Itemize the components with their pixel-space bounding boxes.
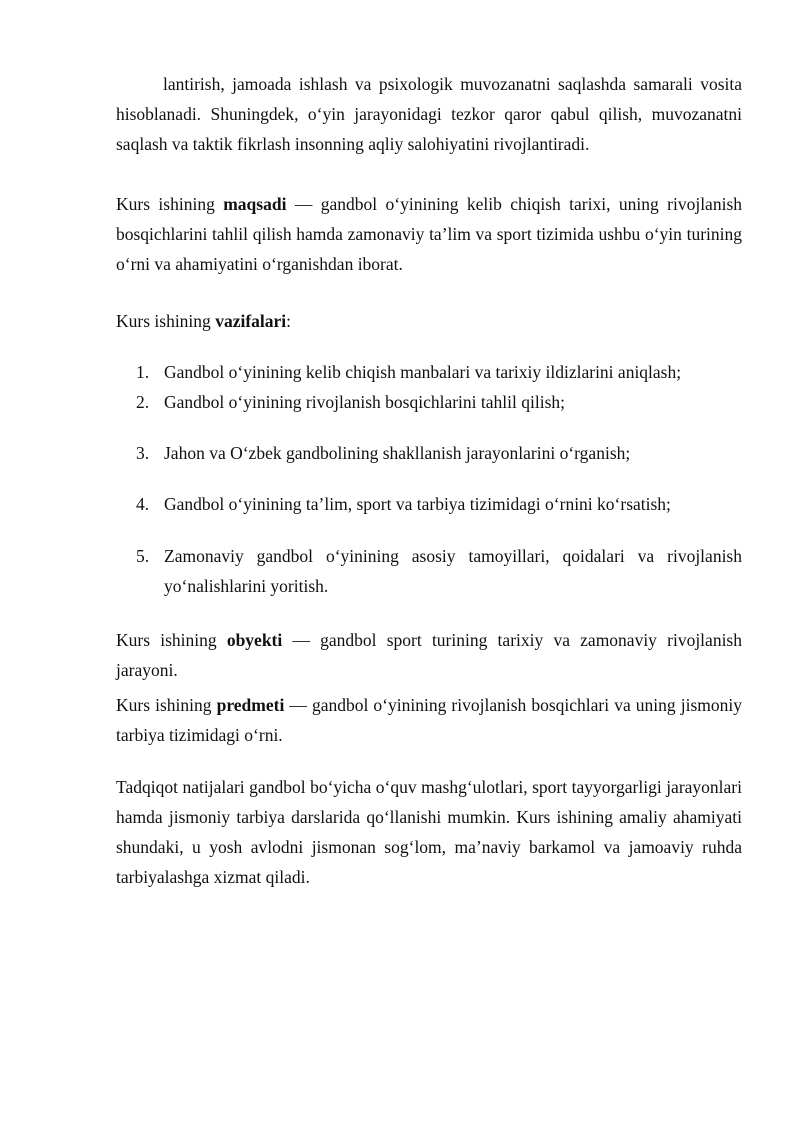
task-text: Zamonaviy gandbol o‘yinining asosiy tamoyillari, qoidalari va rivojlanish yo‘nalishlarini yoritish. — [164, 546, 742, 596]
task-text: Gandbol o‘yinining rivojlanish bosqichlarini tahlil qilish; — [164, 392, 566, 412]
goal-text: — gandbol o‘yinining kelib chiqish tarixi, uning rivojlanish bosqichlarini tahlil qilish hamda zamonaviy ta’lim va sport tizimida ushbu o‘yin turining o‘rni va ahamiyatini o‘rganishdan iborat. — [116, 194, 742, 274]
subject-prefix: Kurs ishining — [116, 695, 217, 715]
task-item-5 — [136, 541, 742, 601]
task-item-3 — [136, 438, 742, 468]
task-number: 2. — [136, 392, 150, 412]
intro-paragraph: lantirish, jamoada ishlash va psixologik muvozanatni saqlashda samarali vosita hisoblanadi. Shuningdek, o‘yin jarayonidagi tezkor qaror qabul qilish, muvozanatni saqlash va taktik fikrlash insonning aqliy salohiyatini rivojlantiradi. — [116, 74, 742, 154]
object-label: obyekti — [226, 630, 283, 650]
task-number: 3. — [136, 443, 150, 463]
task-item-4 — [136, 489, 742, 519]
object-paragraph — [116, 625, 742, 685]
results-paragraph: Tadqiqot natijalari gandbol bo‘yicha o‘quv mashg‘ulotlari, sport tayyorgarligi jarayonlari hamda jismoniy tarbiya darslarida qo‘llanishi mumkin. Kurs ishining amaliy ahamiyati shundaki, u yosh avlodni jismonan sog‘lom, ma’naviy barkamol va jamoaviy ruhda tarbiyalashga xizmat qiladi. — [116, 777, 742, 887]
subject-paragraph — [116, 690, 742, 750]
goal-label: maqsadi — [223, 194, 287, 214]
goal-prefix: Kurs ishining — [116, 194, 224, 214]
tasks-colon: : — [286, 311, 292, 331]
task-number: 4. — [136, 494, 150, 514]
task-number: 5. — [136, 546, 150, 566]
subject-text: — gandbol o‘yinining rivojlanish bosqichlari va uning jismoniy tarbiya tizimidagi o‘rni. — [116, 695, 742, 745]
task-number: 1. — [136, 362, 150, 382]
task-item-2 — [136, 387, 742, 417]
subject-label: predmeti — [216, 695, 285, 715]
goal-paragraph — [116, 189, 742, 279]
task-text: Gandbol o‘yinining kelib chiqish manbalari va tarixiy ildizlarini aniqlash; — [164, 362, 682, 382]
object-text: — gandbol sport turining tarixiy va zamonaviy rivojlanish jarayoni. — [116, 630, 742, 680]
tasks-label: vazifalari — [215, 311, 287, 331]
tasks-prefix: Kurs ishining — [116, 311, 216, 331]
task-item-1 — [136, 357, 742, 387]
task-text: Jahon va O‘zbek gandbolining shakllanish jarayonlarini o‘rganish; — [164, 443, 631, 463]
task-text: Gandbol o‘yinining ta’lim, sport va tarbiya tizimidagi o‘rnini ko‘rsatish; — [164, 494, 671, 514]
object-prefix: Kurs ishining — [116, 630, 227, 650]
tasks-heading — [116, 306, 742, 336]
